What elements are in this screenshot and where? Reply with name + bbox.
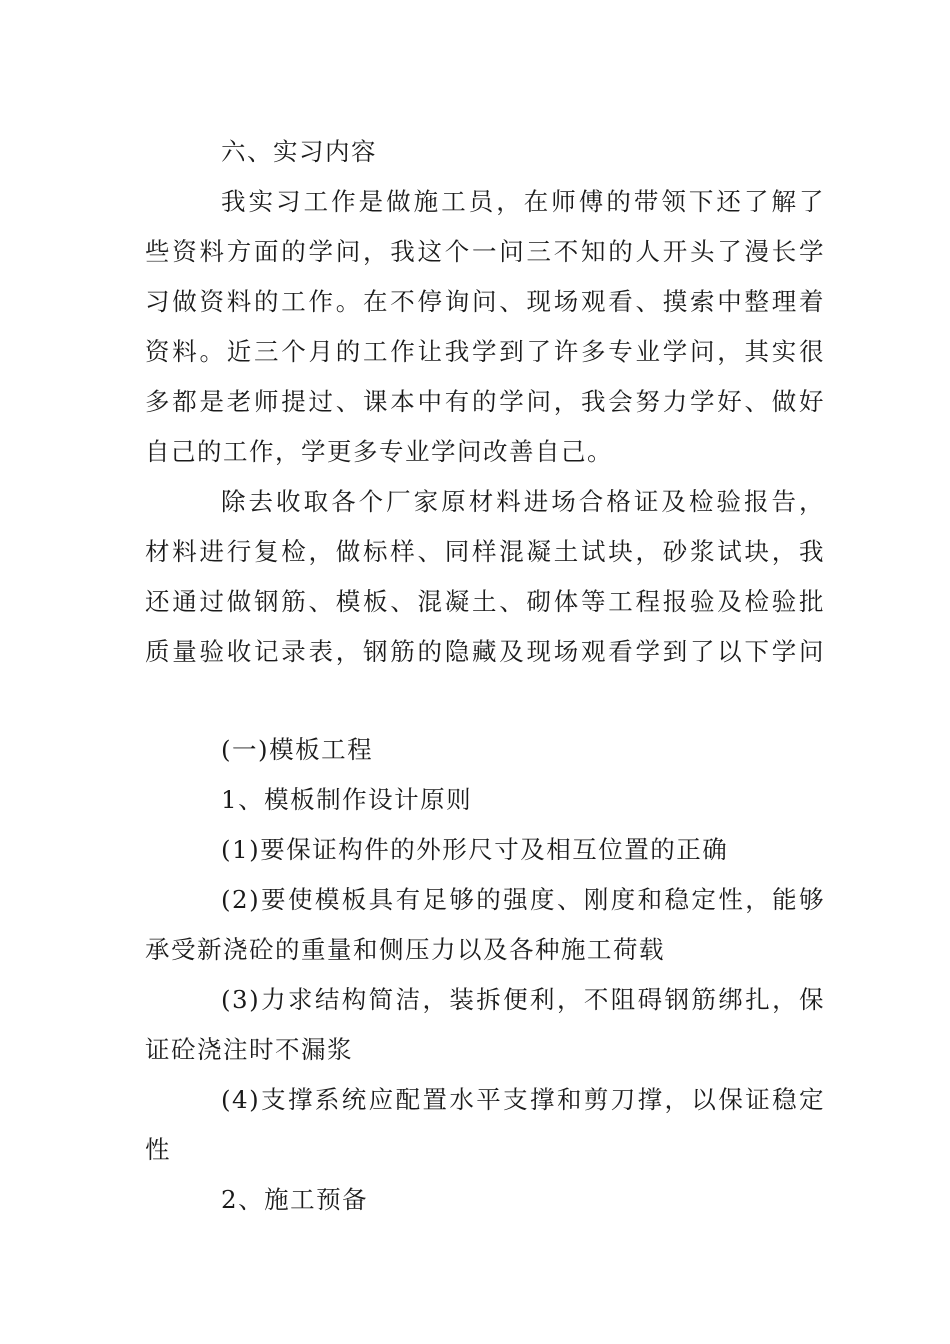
- subsection-heading: (一)模板工程: [221, 735, 374, 764]
- item-heading-2: 2、施工预备: [221, 1185, 369, 1214]
- section-title: 六、实习内容: [221, 137, 377, 166]
- principle-2-line-2: 承受新浇砼的重量和侧压力以及各种施工荷载: [145, 935, 665, 964]
- paragraph-2-line-1: 除去收取各个厂家原材料进场合格证及检验报告，: [221, 487, 825, 516]
- paragraph-1-line-1: 我实习工作是做施工员，在师傅的带领下还了解了: [221, 187, 825, 216]
- principle-4-line-1: (4)支撑系统应配置水平支撑和剪刀撑，以保证稳定: [221, 1085, 825, 1114]
- paragraph-1-line-3: 习做资料的工作。在不停询问、现场观看、摸索中整理着: [145, 287, 825, 316]
- paragraph-1-line-5: 多都是老师提过、课本中有的学问，我会努力学好、做好: [145, 387, 825, 416]
- paragraph-1-line-4: 资料。近三个月的工作让我学到了许多专业学问，其实很: [145, 337, 825, 366]
- paragraph-2-line-4: 质量验收记录表，钢筋的隐藏及现场观看学到了以下学问: [145, 637, 825, 666]
- item-heading-1: 1、模板制作设计原则: [221, 785, 473, 814]
- principle-3-line-1: (3)力求结构简洁，装拆便利，不阻碍钢筋绑扎，保: [221, 985, 825, 1014]
- principle-3-line-2: 证砼浇注时不漏浆: [145, 1035, 353, 1064]
- paragraph-1-line-2: 些资料方面的学问，我这个一问三不知的人开头了漫长学: [145, 237, 825, 266]
- principle-2-line-1: (2)要使模板具有足够的强度、刚度和稳定性，能够: [221, 885, 825, 914]
- paragraph-2-line-3: 还通过做钢筋、模板、混凝土、砌体等工程报验及检验批: [145, 587, 825, 616]
- principle-4-line-2: 性: [145, 1135, 171, 1164]
- principle-1: (1)要保证构件的外形尺寸及相互位置的正确: [221, 835, 729, 864]
- paragraph-1-line-6: 自己的工作，学更多专业学问改善自己。: [145, 437, 613, 466]
- paragraph-2-line-2: 材料进行复检，做标样、同样混凝土试块，砂浆试块，我: [145, 537, 825, 566]
